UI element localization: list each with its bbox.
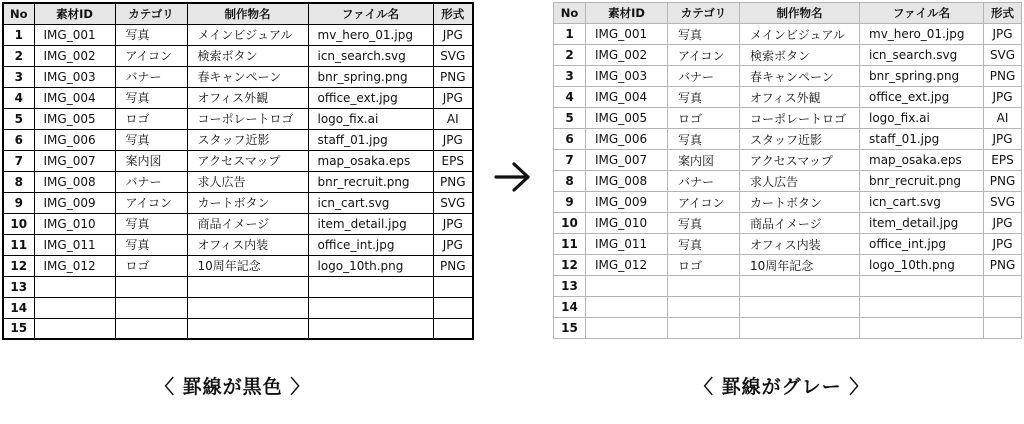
cell-col-product-name: 10周年記念 [187,255,308,276]
cell-col-format [433,318,473,339]
cell-col-format: JPG [433,24,473,45]
cell-col-no: 10 [3,213,34,234]
cell-col-file-name: office_ext.jpg [860,87,984,108]
cell-col-no: 2 [3,45,34,66]
cell-col-material-id: IMG_012 [34,255,115,276]
cell-col-format [984,318,1022,339]
cell-col-file-name: icn_cart.svg [308,192,433,213]
cell-col-no: 8 [3,171,34,192]
table-row [554,87,1022,108]
table-row [554,192,1022,213]
cell-col-format: PNG [433,66,473,87]
cell-col-no: 11 [554,234,586,255]
cell-col-format: SVG [984,192,1022,213]
cell-col-format: PNG [984,255,1022,276]
cell-col-no: 3 [3,66,34,87]
header-col-no: No [554,3,586,24]
cell-col-product-name [740,318,860,339]
cell-col-material-id: IMG_007 [586,150,668,171]
cell-col-file-name: item_detail.jpg [308,213,433,234]
cell-col-file-name: icn_search.svg [860,45,984,66]
table-row [554,108,1022,129]
cell-col-category: ロゴ [668,108,740,129]
cell-col-material-id [586,276,668,297]
cell-col-material-id: IMG_010 [34,213,115,234]
cell-col-product-name: オフィス内装 [740,234,860,255]
table-row [3,276,473,297]
table-row [554,45,1022,66]
cell-col-no: 11 [3,234,34,255]
cell-col-format [433,276,473,297]
cell-col-file-name: office_ext.jpg [308,87,433,108]
cell-col-product-name: オフィス外観 [740,87,860,108]
cell-col-file-name [308,297,433,318]
cell-col-category: 写真 [668,24,740,45]
cell-col-category [115,318,187,339]
cell-col-material-id: IMG_004 [586,87,668,108]
cell-col-category: バナー [668,171,740,192]
cell-col-category: アイコン [115,45,187,66]
cell-col-file-name [860,297,984,318]
cell-col-no: 4 [554,87,586,108]
table-row [3,108,473,129]
arrow-right-icon [493,160,533,194]
cell-col-material-id: IMG_001 [586,24,668,45]
cell-col-product-name: 検索ボタン [740,45,860,66]
cell-col-category: 案内図 [115,150,187,171]
cell-col-category: 案内図 [668,150,740,171]
cell-col-material-id: IMG_006 [34,129,115,150]
cell-col-category: アイコン [115,192,187,213]
table-black-borders [2,2,474,340]
cell-col-format: JPG [433,213,473,234]
cell-col-no: 14 [3,297,34,318]
cell-col-file-name: bnr_spring.png [308,66,433,87]
cell-col-no: 5 [3,108,34,129]
table-row [3,87,473,108]
cell-col-file-name: staff_01.jpg [860,129,984,150]
cell-col-material-id: IMG_006 [586,129,668,150]
cell-col-file-name: icn_cart.svg [860,192,984,213]
cell-col-material-id: IMG_008 [34,171,115,192]
cell-col-product-name: 春キャンペーン [187,66,308,87]
cell-col-file-name: icn_search.svg [308,45,433,66]
cell-col-product-name [740,297,860,318]
cell-col-format: SVG [433,45,473,66]
cell-col-format: PNG [984,171,1022,192]
cell-col-no: 3 [554,66,586,87]
cell-col-file-name [308,318,433,339]
cell-col-product-name: カートボタン [740,192,860,213]
table-row [3,213,473,234]
cell-col-file-name: bnr_spring.png [860,66,984,87]
cell-col-format: AI [433,108,473,129]
cell-col-file-name [860,318,984,339]
cell-col-material-id [34,276,115,297]
cell-col-format: JPG [433,234,473,255]
cell-col-material-id [586,297,668,318]
cell-col-category: ロゴ [115,255,187,276]
cell-col-category: アイコン [668,192,740,213]
cell-col-material-id: IMG_008 [586,171,668,192]
table-row [3,171,473,192]
cell-col-material-id: IMG_010 [586,213,668,234]
cell-col-file-name: staff_01.jpg [308,129,433,150]
cell-col-no: 15 [3,318,34,339]
header-col-file-name: ファイル名 [308,3,433,24]
cell-col-format: JPG [984,24,1022,45]
cell-col-material-id: IMG_007 [34,150,115,171]
cell-col-format: EPS [433,150,473,171]
cell-col-material-id: IMG_009 [586,192,668,213]
header-col-no: No [3,3,34,24]
table-row [3,234,473,255]
cell-col-format: SVG [433,192,473,213]
cell-col-product-name: 春キャンペーン [740,66,860,87]
cell-col-format: JPG [984,87,1022,108]
cell-col-no: 1 [554,24,586,45]
cell-col-category: アイコン [668,45,740,66]
cell-col-file-name [860,276,984,297]
cell-col-format: JPG [984,234,1022,255]
cell-col-category: ロゴ [115,108,187,129]
cell-col-product-name: オフィス内装 [187,234,308,255]
cell-col-file-name: logo_fix.ai [860,108,984,129]
cell-col-material-id: IMG_003 [34,66,115,87]
cell-col-category: 写真 [668,87,740,108]
caption-gray-borders: 〈 罫線がグレー 〉 [694,376,870,398]
cell-col-material-id [34,318,115,339]
cell-col-category [115,276,187,297]
table-row [3,66,473,87]
cell-col-file-name: mv_hero_01.jpg [308,24,433,45]
cell-col-product-name: 商品イメージ [187,213,308,234]
cell-col-product-name: アクセスマップ [740,150,860,171]
cell-col-no: 9 [3,192,34,213]
cell-col-product-name: 商品イメージ [740,213,860,234]
cell-col-format: PNG [433,171,473,192]
cell-col-material-id: IMG_002 [34,45,115,66]
cell-col-category: 写真 [668,234,740,255]
cell-col-no: 4 [3,87,34,108]
cell-col-no: 14 [554,297,586,318]
header-row [554,3,1022,24]
cell-col-category: 写真 [115,24,187,45]
cell-col-format [984,297,1022,318]
cell-col-material-id: IMG_011 [34,234,115,255]
cell-col-material-id: IMG_002 [586,45,668,66]
table-row [554,276,1022,297]
cell-col-category: バナー [115,171,187,192]
cell-col-material-id [34,297,115,318]
table-row [3,255,473,276]
black-border-table-panel [2,2,474,340]
cell-col-product-name: スタッフ近影 [740,129,860,150]
cell-col-format: PNG [984,66,1022,87]
cell-col-no: 9 [554,192,586,213]
table-row [554,66,1022,87]
header-col-product-name: 制作物名 [740,3,860,24]
cell-col-file-name: bnr_recruit.png [860,171,984,192]
cell-col-product-name [740,276,860,297]
cell-col-file-name: map_osaka.eps [308,150,433,171]
cell-col-no: 1 [3,24,34,45]
cell-col-no: 13 [3,276,34,297]
table-row [554,318,1022,339]
cell-col-file-name: bnr_recruit.png [308,171,433,192]
cell-col-no: 7 [554,150,586,171]
cell-col-product-name: 10周年記念 [740,255,860,276]
cell-col-product-name: メインビジュアル [187,24,308,45]
cell-col-format [433,297,473,318]
cell-col-product-name: オフィス外観 [187,87,308,108]
cell-col-category [115,297,187,318]
cell-col-no: 12 [554,255,586,276]
cell-col-product-name: コーポレートロゴ [187,108,308,129]
cell-col-material-id: IMG_012 [586,255,668,276]
cell-col-file-name: logo_10th.png [860,255,984,276]
table-row [554,129,1022,150]
cell-col-category [668,318,740,339]
cell-col-format [984,276,1022,297]
table-row [554,297,1022,318]
cell-col-product-name: カートボタン [187,192,308,213]
table-row [554,24,1022,45]
cell-col-format: JPG [984,129,1022,150]
cell-col-format: JPG [984,213,1022,234]
cell-col-product-name: 求人広告 [740,171,860,192]
cell-col-format: EPS [984,150,1022,171]
cell-col-product-name: メインビジュアル [740,24,860,45]
cell-col-no: 6 [554,129,586,150]
cell-col-category: 写真 [115,87,187,108]
cell-col-format: JPG [433,129,473,150]
header-col-file-name: ファイル名 [860,3,984,24]
cell-col-no: 2 [554,45,586,66]
table-gray-borders [553,2,1022,339]
table-row [3,24,473,45]
cell-col-category [668,276,740,297]
cell-col-material-id: IMG_005 [586,108,668,129]
cell-col-file-name: map_osaka.eps [860,150,984,171]
cell-col-category: ロゴ [668,255,740,276]
table-row [554,171,1022,192]
table-row [554,150,1022,171]
cell-col-category [668,297,740,318]
cell-col-product-name [187,297,308,318]
cell-col-category: バナー [115,66,187,87]
cell-col-product-name [187,318,308,339]
header-col-category: カテゴリ [115,3,187,24]
table-row [3,45,473,66]
cell-col-product-name: コーポレートロゴ [740,108,860,129]
cell-col-no: 13 [554,276,586,297]
cell-col-material-id: IMG_011 [586,234,668,255]
cell-col-format: JPG [433,87,473,108]
cell-col-no: 12 [3,255,34,276]
cell-col-material-id: IMG_001 [34,24,115,45]
cell-col-material-id: IMG_009 [34,192,115,213]
cell-col-format: PNG [433,255,473,276]
cell-col-file-name: office_int.jpg [860,234,984,255]
cell-col-format: SVG [984,45,1022,66]
cell-col-product-name [187,276,308,297]
header-col-product-name: 制作物名 [187,3,308,24]
cell-col-product-name: 検索ボタン [187,45,308,66]
cell-col-product-name: 求人広告 [187,171,308,192]
cell-col-material-id: IMG_004 [34,87,115,108]
cell-col-material-id: IMG_005 [34,108,115,129]
table-row [554,255,1022,276]
cell-col-file-name [308,276,433,297]
header-col-category: カテゴリ [668,3,740,24]
cell-col-file-name: mv_hero_01.jpg [860,24,984,45]
cell-col-no: 6 [3,129,34,150]
table-row [3,129,473,150]
cell-col-file-name: logo_10th.png [308,255,433,276]
cell-col-category: 写真 [668,213,740,234]
cell-col-category: 写真 [115,129,187,150]
header-col-material-id: 素材ID [34,3,115,24]
caption-black-borders: 〈 罫線が黒色 〉 [155,376,311,398]
cell-col-material-id: IMG_003 [586,66,668,87]
cell-col-file-name: item_detail.jpg [860,213,984,234]
cell-col-category: 写真 [115,234,187,255]
header-row [3,3,473,24]
cell-col-no: 15 [554,318,586,339]
cell-col-category: 写真 [668,129,740,150]
cell-col-category: 写真 [115,213,187,234]
cell-col-format: AI [984,108,1022,129]
table-row [554,234,1022,255]
cell-col-no: 5 [554,108,586,129]
table-row [554,213,1022,234]
cell-col-product-name: アクセスマップ [187,150,308,171]
table-row [3,297,473,318]
cell-col-product-name: スタッフ近影 [187,129,308,150]
cell-col-file-name: office_int.jpg [308,234,433,255]
cell-col-file-name: logo_fix.ai [308,108,433,129]
cell-col-material-id [586,318,668,339]
cell-col-category: バナー [668,66,740,87]
table-row [3,318,473,339]
cell-col-no: 10 [554,213,586,234]
header-col-format: 形式 [433,3,473,24]
table-row [3,150,473,171]
cell-col-no: 8 [554,171,586,192]
cell-col-no: 7 [3,150,34,171]
header-col-format: 形式 [984,3,1022,24]
gray-border-table-panel [553,2,1022,339]
table-row [3,192,473,213]
header-col-material-id: 素材ID [586,3,668,24]
